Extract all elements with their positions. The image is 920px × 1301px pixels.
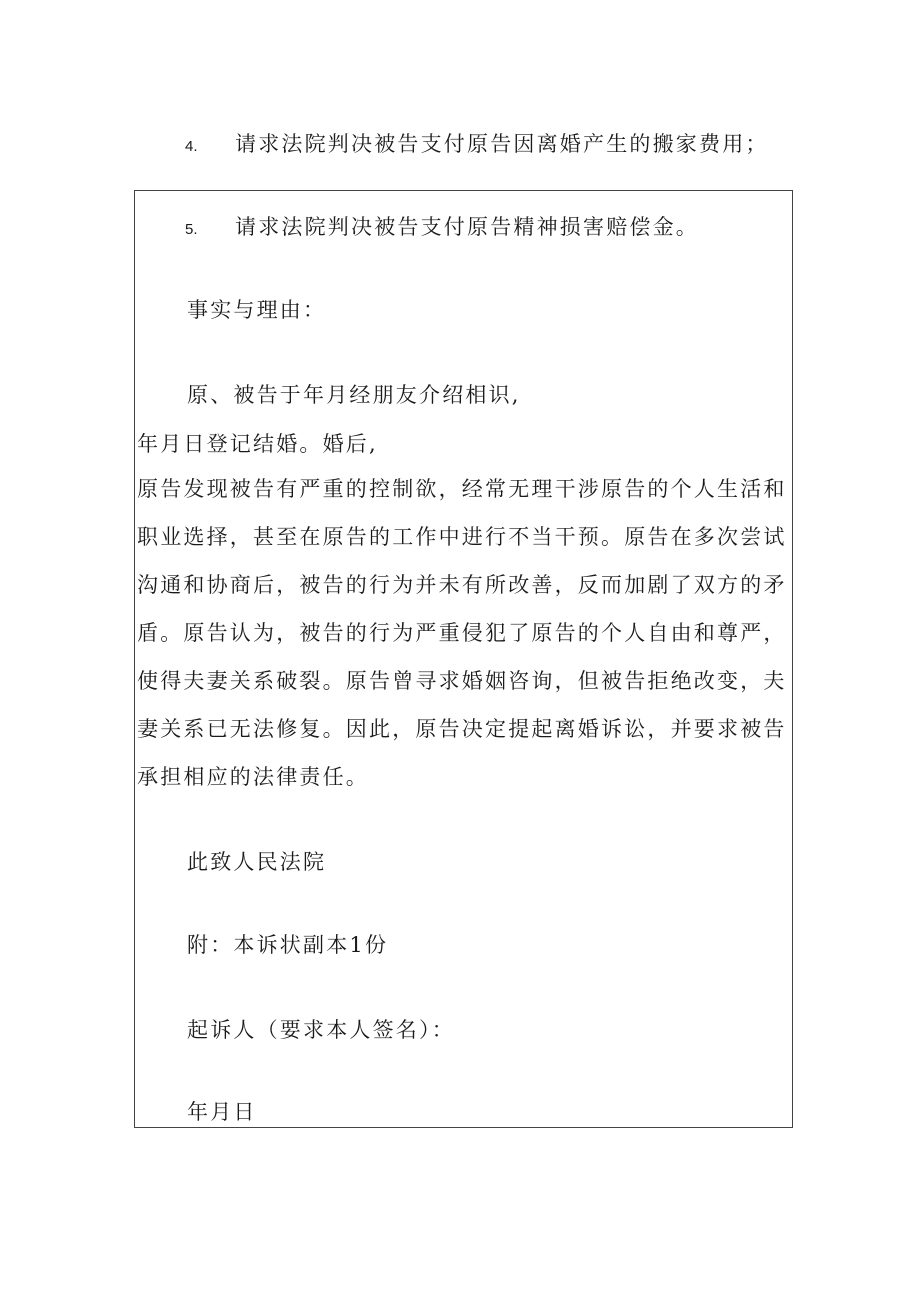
facts-line: 承担相应的法律责任。 — [137, 765, 369, 789]
request-item-4 — [185, 128, 769, 158]
signature-label: 起诉人（要求本人签名）： — [187, 1018, 455, 1042]
attachment-note: 附：本诉状副本1份 — [187, 933, 389, 957]
complaint-box — [134, 190, 793, 1128]
request-number: 5. — [185, 221, 198, 238]
date-label: 年月日 — [187, 1100, 257, 1124]
request-item-5 — [185, 211, 699, 241]
request-number: 4. — [185, 138, 198, 155]
facts-line: 原告发现被告有严重的控制欲，经常无理干涉原告的个人生活和 — [137, 477, 787, 501]
request-text: 请求法院判决被告支付原告精神损害赔偿金。 — [235, 215, 699, 239]
facts-line: 使得夫妻关系破裂。原告曾寻求婚姻咨询，但被告拒绝改变，夫 — [137, 669, 787, 693]
facts-line: 职业选择，甚至在原告的工作中进行不当干预。原告在多次尝试 — [137, 525, 787, 549]
facts-line: 原、被告于年月经朋友介绍相识, — [187, 383, 521, 407]
facts-line: 妻关系已无法修复。因此，原告决定提起离婚诉讼，并要求被告 — [137, 717, 787, 741]
facts-heading: 事实与理由： — [187, 298, 327, 322]
closing-salutation: 此致人民法院 — [187, 850, 327, 874]
request-text: 请求法院判决被告支付原告因离婚产生的搬家费用； — [235, 132, 769, 156]
facts-line: 沟通和协商后，被告的行为并未有所改善，反而加剧了双方的矛 — [137, 573, 787, 597]
facts-line: 年月日登记结婚。婚后, — [137, 432, 378, 456]
facts-line: 盾。原告认为，被告的行为严重侵犯了原告的个人自由和尊严， — [137, 621, 787, 645]
